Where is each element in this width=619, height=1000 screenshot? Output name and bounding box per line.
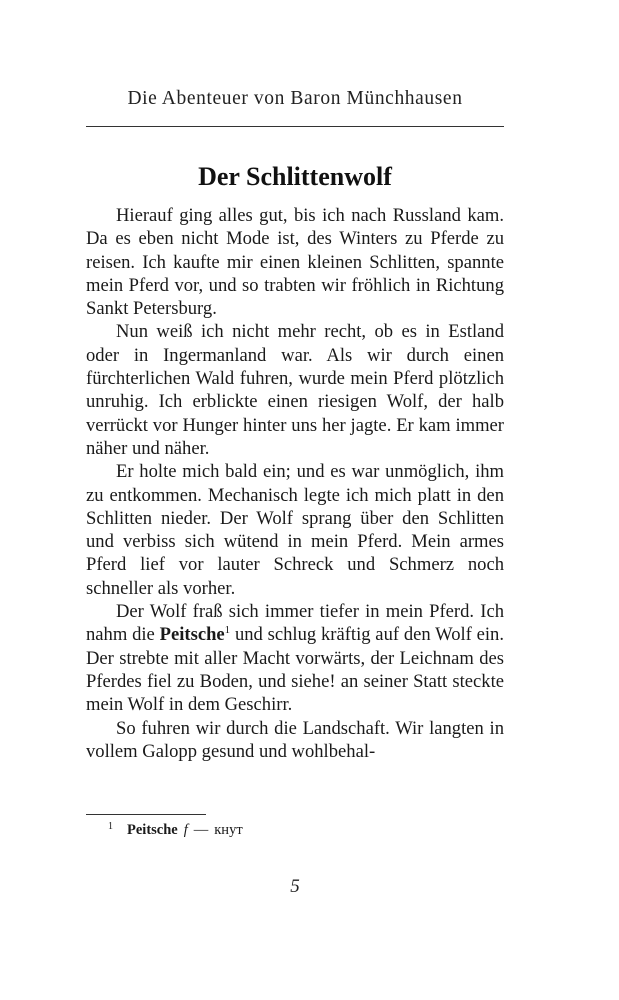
body-text	[86, 204, 504, 763]
footnote-number: 1	[108, 821, 113, 832]
footnote-dash: —	[193, 822, 209, 838]
page-number: 5	[290, 876, 300, 897]
paragraph-2: Nun weiß ich nicht mehr recht, ob es in Estland oder in Ingermanland war. Als wir durch einen fürchterlichen Wald fuhren, wurde mein Pferd plötzlich unruhig. Ich erblickte einen riesigen Wolf, der halb verrückt vor Hunger hinter uns her jagte. Er kam immer näher und näher.	[86, 321, 504, 459]
paragraph-5: So fuhren wir durch die Landschaft. Wir langten in vollem Galopp gesund und wohlbehal-	[86, 717, 504, 762]
footnote-rule	[86, 814, 206, 815]
running-head: Die Abenteuer von Baron Münchhausen	[127, 88, 463, 109]
vocabulary-term: Peitsche	[159, 624, 225, 646]
paragraph-4	[86, 600, 504, 716]
footnote-gender: f	[183, 822, 188, 838]
chapter-title: Der Schlittenwolf	[198, 162, 392, 191]
footnote-term: Peitsche	[127, 822, 178, 838]
paragraph-4-text-start: Der Wolf fraß sich immer tiefer in mein Pferd. Ich nahm die	[86, 601, 504, 646]
footnote-reference[interactable]: 1	[224, 624, 231, 637]
paragraph-1: Hierauf ging alles gut, bis ich nach Russland kam. Da es eben nicht Mode ist, des Winters zu Pferde zu reisen. Ich kaufte mir einen kleinen Schlitten, spannte mein Pferd vor, und so trabten wir fröhlich in Richtung Sankt Petersburg.	[86, 205, 504, 320]
paragraph-3: Er holte mich bald ein; und es war unmöglich, ihm zu entkommen. Mechanisch legte ich mich platt in den Schlitten nieder. Der Wolf sprang über den Schlitten und verbiss sich wütend in mein Pferd. Mein armes Pferd lief vor lauter Schreck und Schmerz noch schneller als vorher.	[86, 461, 504, 599]
footnote-translation: кнут	[214, 822, 243, 838]
footnote	[108, 821, 243, 839]
header-rule	[86, 126, 504, 127]
paragraph-4-text-end: und schlug kräftig auf den Wolf ein. Der strebte mit aller Macht vorwärts, der Leichnam des Pferdes fiel zu Boden, und siehe! an seiner Statt steckte mein Wolf in dem Geschirr.	[86, 624, 505, 716]
